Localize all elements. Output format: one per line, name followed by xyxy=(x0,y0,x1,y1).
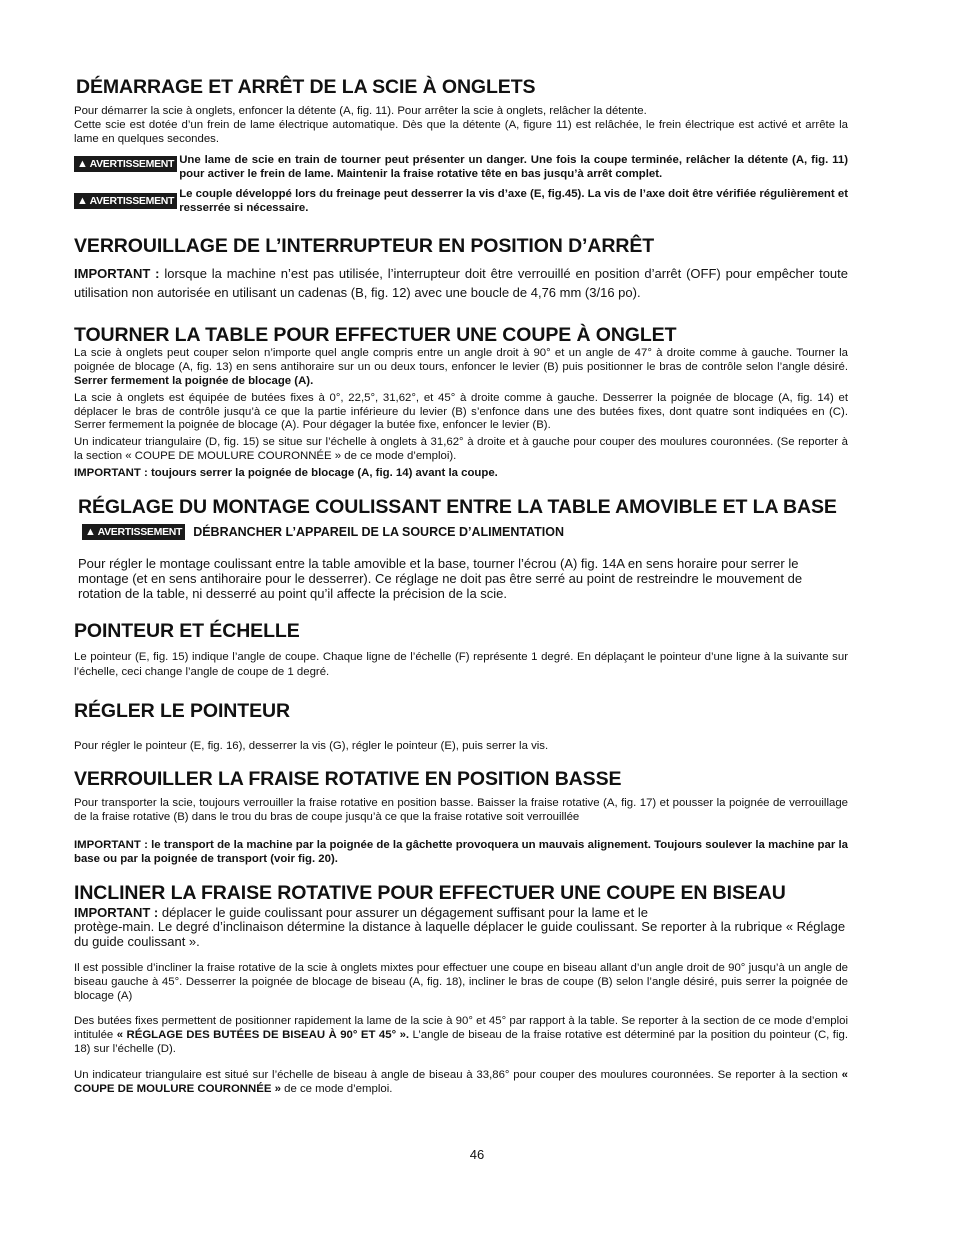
warning-label: AVERTISSEMENT xyxy=(89,195,175,208)
warning-block xyxy=(74,153,848,181)
paragraph-bold: IMPORTANT : le transport de la machine par la poignée de la gâchette provoquera un mauvais alignement. Toujours soulever la machine par la base ou par la poignée de transport (voir fig. 20). xyxy=(74,838,848,865)
paragraph xyxy=(74,906,848,950)
paragraph: Pour régler le montage coulissant entre la table amovible et la base, tourner l’écrou (A) fig. 14A en sens horaire pour serrer le montage (et en sens antihoraire pour le desserrer). Ce réglage ne doit pas être serré au point de restreindre le mouvement de rotation de la table, ni desserré au point qu’il affecte la précision de la scie. xyxy=(78,555,803,601)
warning-text: Le couple développé lors du freinage peut desserrer la vis d’axe (E, fig.45). La vis de l’axe doit être vérifiée régulièrement et resserrée si nécessaire. xyxy=(179,188,848,215)
section-title-start-stop: DÉMARRAGE ET ARRÊT DE LA SCIE À ONGLETS xyxy=(76,76,536,98)
paragraph-bold: Serrer fermement la poignée de blocage (A). xyxy=(74,374,314,387)
warning-text: DÉBRANCHER L’APPAREIL DE LA SOURCE D’ALIMENTATION xyxy=(193,524,565,539)
paragraph xyxy=(74,467,848,481)
paragraph: Pour transporter la scie, toujours verrouiller la fraise rotative en position basse. Baisser la fraise rotative (A, fig. 17) et pousser la poignée de verrouillage de la fraise rotative (B) dans le trou du bras de coupe jusqu’à ce que la fraise rotative soit verrouillée xyxy=(74,797,848,824)
paragraph-bold: IMPORTANT : toujours serrer la poignée de blocage (A, fig. 14) avant la coupe. xyxy=(74,466,498,479)
warning-triangle-icon: ▲ xyxy=(85,525,96,538)
warning-triangle-icon: ▲ xyxy=(77,158,88,171)
paragraph-text: Des butées fixes permettent de positionner rapidement la lame de la scie à 90° et 45° par rapport à la table. Se reporter à la section de ce mode d’emploi intitulée xyxy=(74,1015,848,1042)
paragraph-text: Un indicateur triangulaire est situé sur l’échelle de biseau à angle de biseau à 33,86° pour couper des moulures couronnées. Se reporter à la section xyxy=(74,1068,842,1081)
important-label: IMPORTANT : xyxy=(74,266,160,282)
warning-block xyxy=(74,187,848,215)
paragraph-text: lorsque la machine n’est pas utilisée, l’interrupteur doit être verrouillé en position d’arrêt (OFF) pour empêcher toute utilisation non autorisée en utilisant un cadenas (B, fig. 12) avec une boucle de 4,76 mm (3/16 po). xyxy=(74,266,848,301)
section-title-switch-lock: VERROUILLAGE DE L’INTERRUPTEUR EN POSITION D’ARRÊT xyxy=(74,235,655,258)
paragraph: La scie à onglets est équipée de butées fixes à 0°, 22,5°, 31,62°, et 45° à droite comme à gauche. Desserrer la poignée de blocage (A, fig. 14) et déplacer le bras de contrôle jusqu’à ce que la partie inférieure du levier (B) s’enfonce dans une des butées fixes, dont quatre sont indiquées en (C). Serrer fermement la poignée de blocage (A). Pour dégager la butée fixe, enfoncer le levier (B). xyxy=(74,391,848,432)
paragraph: Le pointeur (E, fig. 15) indique l’angle de coupe. Chaque ligne de l’échelle (F) représente 1 degré. En déplaçant le pointeur d’une ligne à la suivante sur l’échelle, ceci change l’angle de coupe de 1 degré. xyxy=(74,650,848,678)
paragraph: Pour démarrer la scie à onglets, enfoncer la détente (A, fig. 11). Pour arrêter la scie à onglets, relâcher la détente. xyxy=(74,105,647,117)
paragraph xyxy=(74,1015,848,1056)
warning-triangle-icon: ▲ xyxy=(77,195,88,208)
section-title-miter-table: TOURNER LA TABLE POUR EFFECTUER UNE COUPE À ONGLET xyxy=(74,324,677,347)
warning-label: AVERTISSEMENT xyxy=(97,525,183,538)
page-number: 46 xyxy=(469,1147,485,1162)
paragraph xyxy=(74,347,848,388)
paragraph: Pour régler le pointeur (E, fig. 16), desserrer la vis (G), régler le pointeur (E), puis serrer la vis. xyxy=(74,739,549,752)
warning-label: AVERTISSEMENT xyxy=(89,158,175,171)
paragraph-text: protège-main. Le degré d’inclinaison détermine la distance à laquelle déplacer le guide coulissant. Se reporter à la rubrique « Réglage du guide coulissant ». xyxy=(74,919,846,949)
paragraph-bold: « COUPE DE MOULURE COURONNÉE » xyxy=(74,1068,848,1095)
paragraph-text: La scie à onglets peut couper selon n’importe quel angle compris entre un angle droit à 90° et un angle de 47° à droite comme à gauche. Tourner la poignée de blocage (A, fig. 13) en sens antihoraire sur un ou deux tours, enfoncer le levier (B) puis positionner le bras de contrôle selon l’angle désiré. xyxy=(74,347,848,374)
warning-block xyxy=(82,524,848,540)
paragraph xyxy=(74,1069,848,1097)
paragraph xyxy=(74,264,848,302)
warning-badge xyxy=(74,193,177,209)
section-title-pointer-scale: POINTEUR ET ÉCHELLE xyxy=(74,619,300,642)
section-title-adjust-pointer: RÉGLER LE POINTEUR xyxy=(74,699,290,722)
paragraph xyxy=(74,839,848,867)
warning-badge xyxy=(74,156,177,172)
warning-badge xyxy=(82,524,185,540)
paragraph-text: L’angle de biseau de la fraise rotative est déterminé par la position du pointeur (C, fig. 18) sur l’échelle (D). xyxy=(74,1029,848,1056)
section-title-bevel: INCLINER LA FRAISE ROTATIVE POUR EFFECTUER UNE COUPE EN BISEAU xyxy=(74,881,786,904)
paragraph-text: déplacer le guide coulissant pour assurer un dégagement suffisant pour la lame et le xyxy=(158,904,648,920)
document-page xyxy=(74,72,848,1096)
paragraph: Il est possible d’incliner la fraise rotative de la scie à onglets mixtes pour effectuer une coupe en biseau allant d’un angle droit de 90° jusqu’à un angle de biseau gauche à 45°. Desserrer la poignée de blocage de biseau (A, fig. 18), incliner le bras de coupe (B) selon l’angle désiré, puis serrer la poignée de blocage (A) xyxy=(74,962,848,1002)
section-title-sliding-mount: RÉGLAGE DU MONTAGE COULISSANT ENTRE LA TABLE AMOVIBLE ET LA BASE xyxy=(78,495,837,518)
section-title-lock-cutter: VERROUILLER LA FRAISE ROTATIVE EN POSITION BASSE xyxy=(74,768,622,791)
paragraph-text: de ce mode d’emploi. xyxy=(280,1082,393,1095)
paragraph: Un indicateur triangulaire (D, fig. 15) se situe sur l’échelle à onglets à 31,62° à droite et à gauche pour couper des moulures couronnées. (Se reporter à la section « COUPE DE MOULURE COURONNÉE » de ce mode d’emploi). xyxy=(74,436,848,462)
warning-text: Une lame de scie en train de tourner peut présenter un danger. Une fois la coupe terminée, relâcher la détente (A, fig. 11) pour activer le frein de lame. Maintenir la fraise rotative tête en bas jusqu’à arrêt complet. xyxy=(179,154,848,181)
paragraph: Cette scie est dotée d’un frein de lame électrique automatique. Dès que la détente (A, figure 11) est relâchée, le frein électrique est activé et arrête la lame en quelques secondes. xyxy=(74,118,848,145)
important-label: IMPORTANT : xyxy=(74,904,159,920)
paragraph-bold: « RÉGLAGE DES BUTÉES DE BISEAU À 90° ET 45° ». xyxy=(116,1029,410,1042)
